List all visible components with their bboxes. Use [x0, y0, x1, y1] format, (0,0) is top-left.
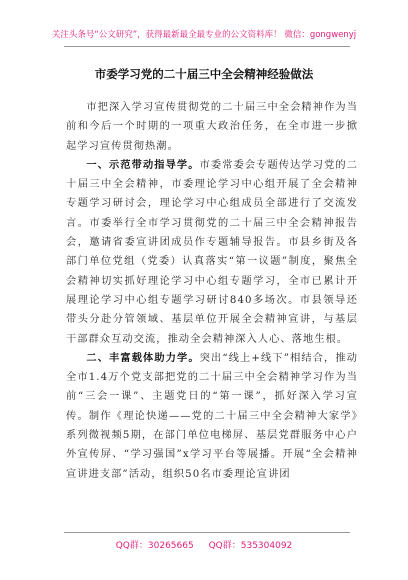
top-banner: 关注头条号“公文研究”，获得最新最全最专业的公文资料库！ 微信：gongwenyj — [51, 30, 357, 40]
document-title: 市委学习党的二十届三中全会精神经验做法 — [94, 67, 314, 81]
section-2-body: 突出“线上+线下”相结合，推动全市1.4万个党支部把党的二十届三中全会精神学习作为当前“三会一课”、主题党日的“第一课”，抓好深入学习宣传。制作《理论快递——党的二十届三中全会精神大家学》系列微视频5期，在部门单位电梯屏、基层党群服务中心户外宣传屏、“学习强国”x学习平台等展播。开展“全会精神宣讲进支部”活动，组织50名市委理论宣讲团 — [66, 352, 359, 480]
header-divider — [64, 46, 350, 47]
footer-qq-group-2: QQ群：535304092 — [208, 541, 293, 551]
footer-qq-group-1: QQ群：30265665 — [115, 541, 194, 551]
section-1-body: 市委常委会专题传达学习党的二十届三中全会精神，市委理论学习中心组开展了全会精神专题学习研讨会，理论学习中心组成员全部进行了交流发言。市委举行全市学习贯彻党的二十届三中全会精神报告会，邀请省委宣讲团成员作专题辅导报告。市县乡街及各部门单位党组（党委）认真落实“第一议题”制度，聚焦全会精神切实抓好理论学习中心组专题学习，全市已累计开展理论学习中心组专题学习研讨840多场次。市县领导还带头分赴分管领域、基层单位开展全会精神宣讲，与基层干部群众互动交流，推动全会精神深入人心、落地生根。 — [66, 159, 358, 345]
section-2-paragraph — [66, 349, 358, 484]
footer — [0, 538, 408, 551]
document-body — [66, 98, 358, 484]
footer-divider — [64, 532, 350, 533]
intro-paragraph: 市把深入学习宣传贯彻党的二十届三中全会精神作为当前和今后一个时期的一项重大政治任务，在全市进一步掀起学习宣传贯彻热潮。 — [66, 102, 358, 152]
section-1-heading: 一、示范带动指导学。 — [86, 159, 200, 171]
section-1-paragraph — [66, 156, 358, 349]
section-2-heading: 二、丰富载体助力学。 — [86, 352, 200, 364]
